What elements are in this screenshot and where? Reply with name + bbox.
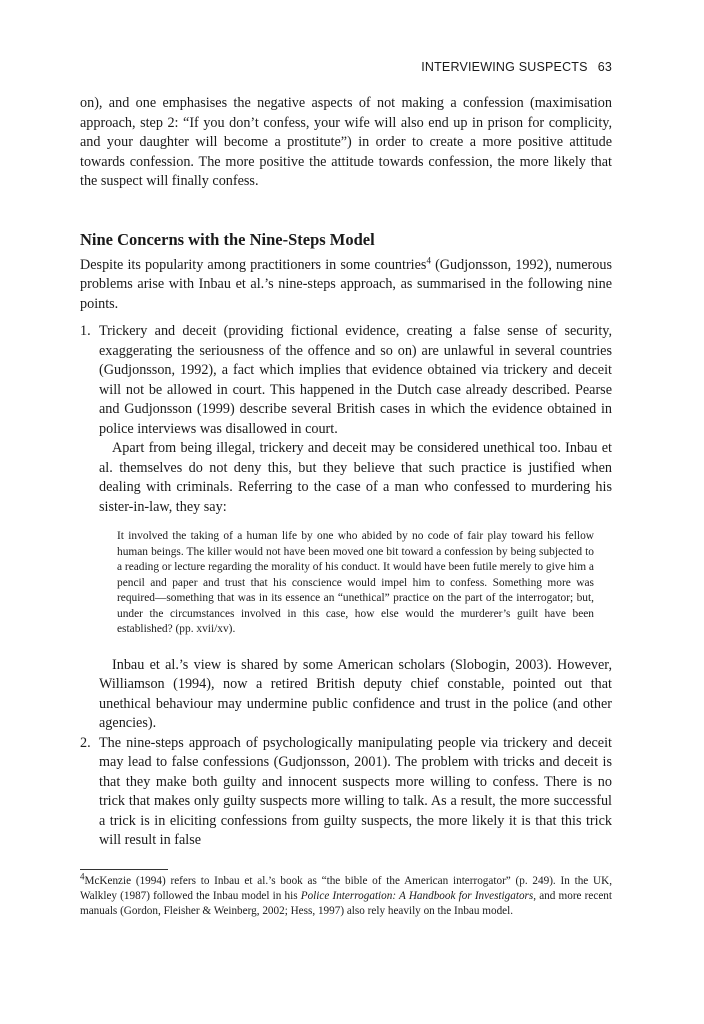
list-item-number: 1. (80, 323, 91, 339)
book-page (80, 60, 612, 919)
point-1-paragraph-3: Inbau et al.’s view is shared by some American scholars (Slobogin, 2003). However, Williamson (1994), now a retired British deputy chief constable, pointed out that unethical behaviour may undermine public confidence and trust in the police (and other agencies). (99, 656, 612, 731)
point-1-paragraph-2: Apart from being illegal, trickery and deceit may be considered unethical too. Inbau et al. themselves do not deny this, but they believe that such practice is justified when dealing with criminals. Referring to the case of a man who confessed to murdering his sister-in-law, they say: (99, 440, 612, 515)
point-1-paragraph-1: Trickery and deceit (providing fictional evidence, creating a false sense of security, exaggerating the seriousness of the offence and so on) are unlawful in several countries (Gudjonsson, 1992), a fact which implies that evidence obtained via trickery and deceit will not be allowed in court. This happened in the Dutch case already described. Pearse and Gudjonsson (1999) describe several British cases in which the evidence obtained in police interviews was disallowed in court. (99, 323, 612, 437)
point-2-paragraph-1: The nine-steps approach of psychologically manipulating people via trickery and deceit may lead to false confessions (Gudjonsson, 2001). The problem with tricks and deceit is that they make both guilty and innocent suspects more willing to confess. There is no trick that makes only guilty suspects more willing to talk. As a result, the more successful a trick is in eliciting confessions from guilty suspects, the more likely it is that this trick will result in false (99, 734, 612, 848)
list-item (80, 322, 612, 734)
running-title: INTERVIEWING SUSPECTS (421, 60, 588, 74)
section-intro (80, 256, 612, 315)
list-item (80, 734, 612, 851)
section-heading: Nine Concerns with the Nine-Steps Model (80, 229, 375, 249)
footnote-book-title: Police Interrogation: A Handbook for Investigators (300, 889, 534, 902)
footnote-text-start: McKenzie (1994) refers to Inbau et al.’s book as “the bible of the American interrogator” (p. 249). In the UK, Walkley (1987) followed the Inbau model in his (80, 874, 612, 902)
block-quote: It involved the taking of a human life by one who abided by no code of fair play toward his fellow human beings. The killer would not have been moved one bit toward a confession by being subjected to a reading or lecture regarding the morality of his conduct. It would have been futile merely to give him a pencil and paper and trust that his conscience would impel him to confess. Something more was required—something that was in its essence an “unethical” practice on the part of the interrogator; but, under the circumstances involved in this case, how else would the murderer’s guilt have been established? (pp. xvii/xv). (117, 530, 594, 635)
footnote-reference: 4 (426, 254, 431, 265)
page-number: 63 (597, 60, 612, 74)
footnote-divider (80, 869, 168, 870)
running-header (80, 60, 612, 74)
intro-text-end: (Gudjonsson, 1992), numerous problems arise with Inbau et al.’s nine-steps approach, as summarised in the following nine points. (80, 256, 612, 312)
footnote-marker: 4 (80, 870, 85, 881)
concerns-list (80, 322, 612, 851)
intro-text-start: Despite its popularity among practitioners in some countries (80, 256, 427, 273)
footnote (80, 870, 612, 919)
opening-paragraph: on), and one emphasises the negative aspects of not making a confession (maximisation approach, step 2: “If you don’t confess, your wife will also end up in prison for complicity, and your daughter will become a prostitute”) in order to create a more positive attitude towards confession. The more positive the attitude towards confession, the more likely that the suspect will finally confess. (80, 95, 612, 189)
list-item-number: 2. (80, 734, 91, 751)
footnote-text-end: , and more recent manuals (Gordon, Fleisher & Weinberg, 2002; Hess, 1997) also rely heavily on the Inbau model. (80, 889, 612, 917)
